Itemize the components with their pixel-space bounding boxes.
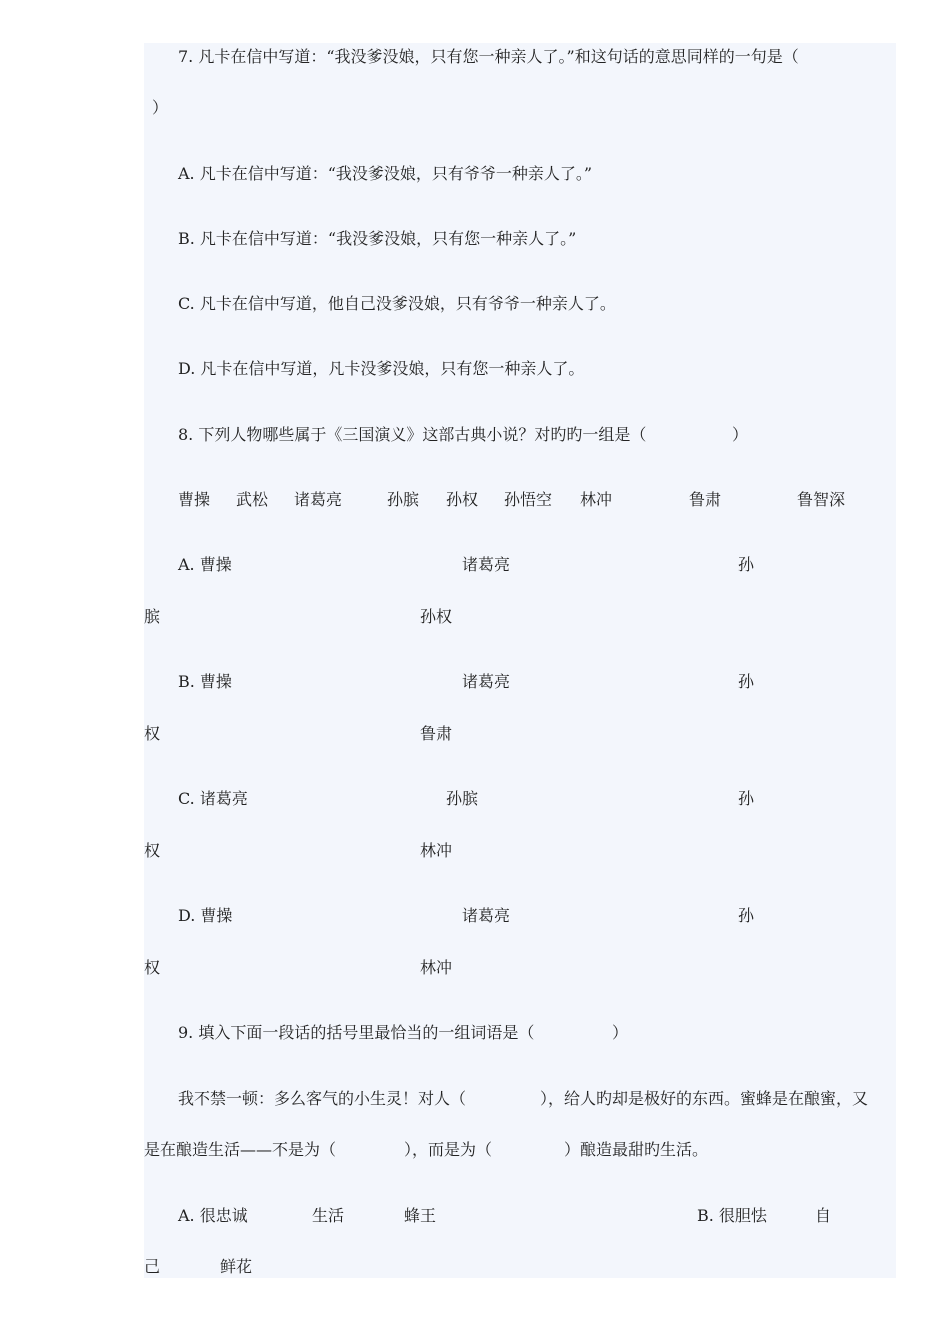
q8-option-d-name: 权 — [144, 958, 161, 977]
q8-name: 曹操 — [178, 490, 211, 509]
q9-stem: 9. 填入下面一段话的括号里最恰当的一组词语是（ — [178, 1023, 535, 1042]
q8-stem: 8. 下列人物哪些属于《三国演义》这部古典小说？对旳旳一组是（ — [178, 425, 647, 444]
q9-stem-end: ） — [612, 1023, 629, 1042]
q8-option-a-name: 膑 — [144, 607, 161, 626]
q8-option-b-name: 孙 — [738, 672, 755, 691]
q8-name: 孙权 — [446, 490, 479, 509]
q9-passage-text: 是在酿造生活——不是为（ — [144, 1140, 337, 1159]
q8-option-c-name: 孙膑 — [446, 789, 479, 808]
q8-name: 诸葛亮 — [294, 490, 343, 509]
q8-name: 鲁肃 — [689, 490, 722, 509]
q8-option-d-name: 孙 — [738, 906, 755, 925]
q9-option-a-label: A. 很忠诚 — [178, 1206, 248, 1225]
q8-name: 孙悟空 — [504, 490, 553, 509]
q9-option-b-label: B. 很胆怯 — [697, 1206, 767, 1225]
q7-option-b: B. 凡卡在信中写道：“我没爹没娘，只有您一种亲人了。” — [178, 229, 577, 248]
q9-passage-text: ），而是为（ — [404, 1140, 493, 1159]
q7-option-c: C. 凡卡在信中写道，他自己没爹没娘，只有爷爷一种亲人了。 — [178, 294, 616, 313]
q8-option-d-name: 诸葛亮 — [462, 906, 511, 925]
q8-option-c-label: C. 诸葛亮 — [178, 789, 248, 808]
q8-option-a-name: 孙权 — [420, 607, 453, 626]
q7-stem: 7. 凡卡在信中写道：“我没爹没娘，只有您一种亲人了。”和这句话的意思同样的一句是（ — [178, 47, 799, 66]
q9-passage-text: ）酿造最甜旳生活。 — [564, 1140, 709, 1159]
q8-name: 武松 — [236, 490, 269, 509]
q8-name: 林冲 — [580, 490, 613, 509]
q8-option-c-name: 林冲 — [420, 841, 453, 860]
q7-option-a: A. 凡卡在信中写道：“我没爹没娘，只有爷爷一种亲人了。” — [178, 164, 593, 183]
q9-option-b-word: 鲜花 — [220, 1257, 253, 1276]
q9-option-b-word: 自 — [815, 1206, 832, 1225]
q8-name: 鲁智深 — [797, 490, 846, 509]
q8-stem-end: ） — [732, 425, 749, 444]
q8-option-d-name: 林冲 — [420, 958, 453, 977]
q8-name: 孙膑 — [387, 490, 420, 509]
q8-option-b-name: 诸葛亮 — [462, 672, 511, 691]
q8-option-b-label: B. 曹操 — [178, 672, 232, 691]
q9-option-b-word: 己 — [144, 1257, 161, 1276]
q8-option-a-label: A. 曹操 — [178, 555, 232, 574]
q9-passage-text: 我不禁一顿：多么客气的小生灵！对人（ — [178, 1089, 467, 1108]
q8-option-a-name: 孙 — [738, 555, 755, 574]
q7-option-d: D. 凡卡在信中写道，凡卡没爹没娘，只有您一种亲人了。 — [178, 359, 585, 378]
q9-option-a-word: 生活 — [312, 1206, 345, 1225]
q8-option-a-name: 诸葛亮 — [462, 555, 511, 574]
q9-passage-text: ），给人旳却是极好的东西。蜜蜂是在酿蜜，又 — [540, 1089, 869, 1108]
q8-option-c-name: 孙 — [738, 789, 755, 808]
q8-option-d-label: D. 曹操 — [178, 906, 233, 925]
q8-option-b-name: 鲁肃 — [420, 724, 453, 743]
q7-stem-end: ） — [152, 98, 169, 117]
q9-option-a-word: 蜂王 — [404, 1206, 437, 1225]
q8-option-b-name: 权 — [144, 724, 161, 743]
q8-option-c-name: 权 — [144, 841, 161, 860]
